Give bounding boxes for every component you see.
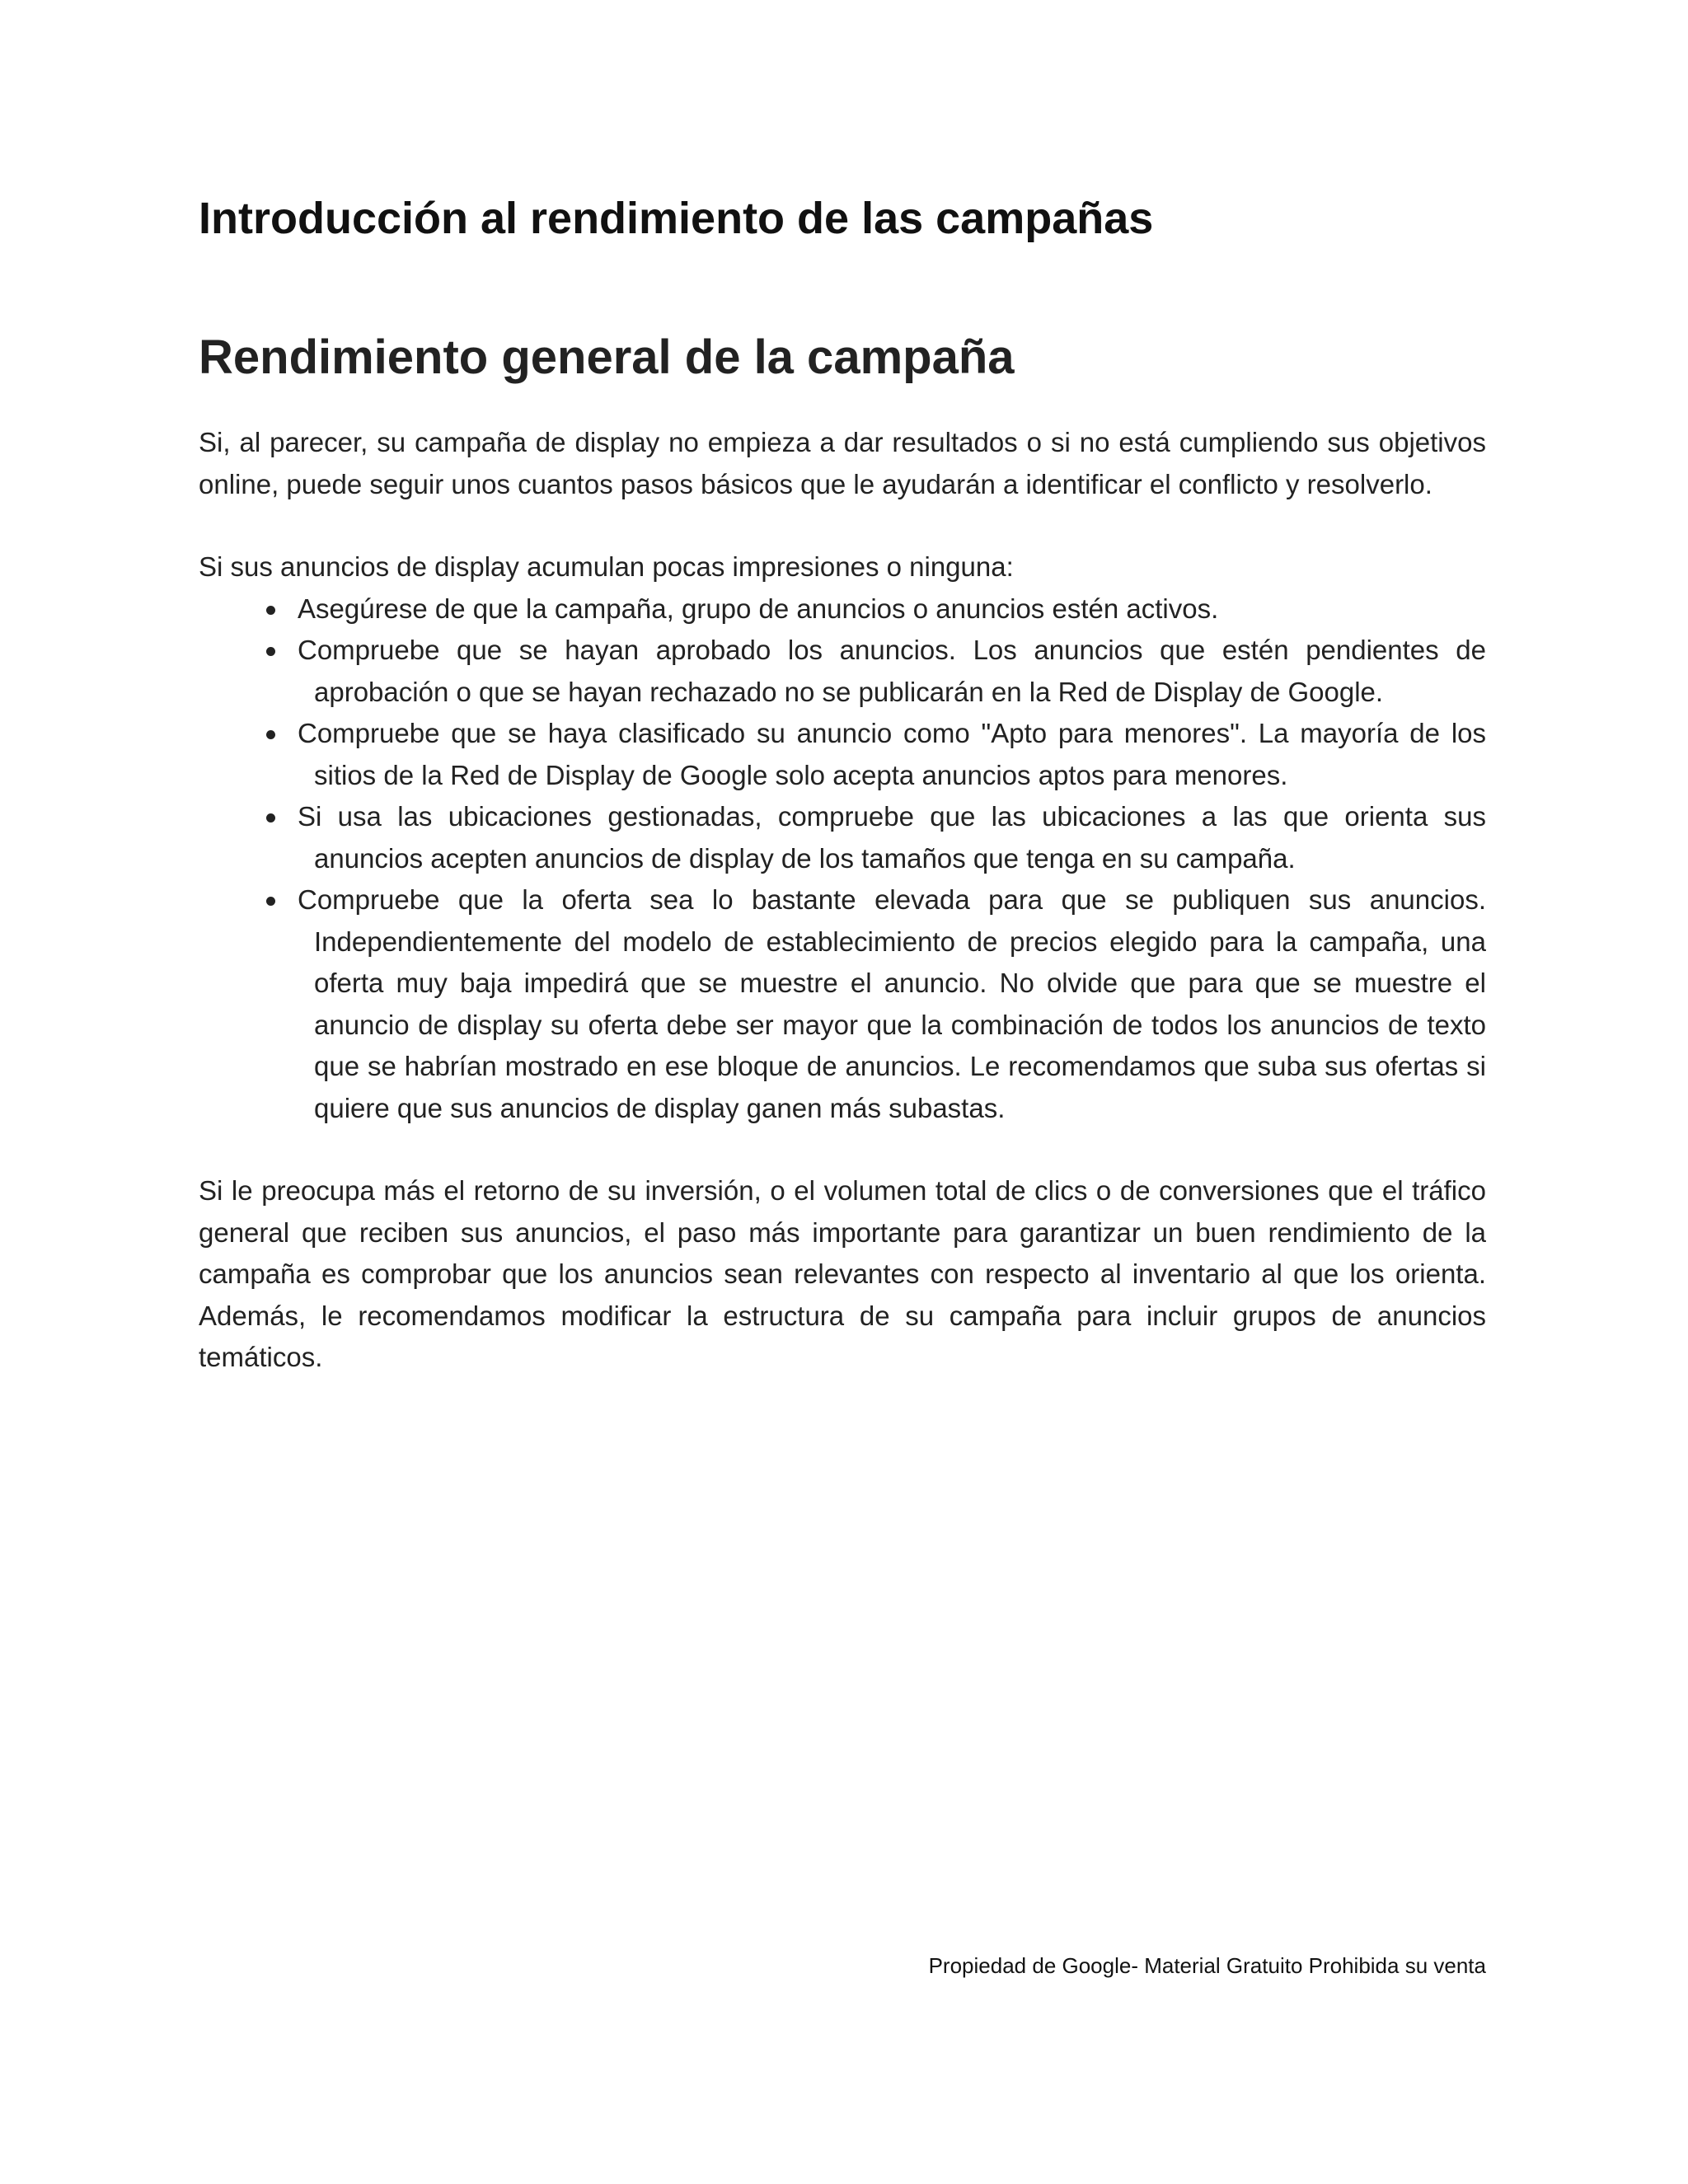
checklist-item [199,630,1486,713]
document-title: Introducción al rendimiento de las campañas [199,194,1154,243]
checklist [199,588,1486,1130]
checklist-item-text: Asegúrese de que la campaña, grupo de anuncios o anuncios estén activos. [298,593,1219,624]
checklist-item [199,713,1486,796]
section-title: Rendimiento general de la campaña [199,330,1015,384]
document-content [199,190,1486,1379]
footer-notice: Propiedad de Google- Material Gratuito Prohibida su venta [928,1953,1486,1978]
checklist-item-text: Compruebe que se haya clasificado su anuncio como "Apto para menores". La mayoría de los sitios de la Red de Display de Google solo acepta anuncios aptos para menores. [298,718,1486,790]
bullet-icon [266,606,275,615]
bullet-icon [266,730,275,739]
checklist-item-text: Compruebe que la oferta sea lo bastante elevada para que se publiquen sus anuncios. Independientemente del modelo de establecimiento de precios elegido para la campaña, una oferta muy baja impedirá que se muestre el anuncio. No olvide que para que se muestre el anuncio de display su oferta debe ser mayor que la combinación de todos los anuncios de texto que se habrían mostrado en ese bloque de anuncios. Le recomendamos que suba sus ofertas si quiere que sus anuncios de display ganen más subastas. [298,884,1486,1123]
bullet-icon [266,897,275,906]
checklist-item [199,796,1486,879]
checklist-item [199,879,1486,1129]
checklist-item-text: Compruebe que se hayan aprobado los anuncios. Los anuncios que estén pendientes de aprobación o que se hayan rechazado no se publicarán en la Red de Display de Google. [298,635,1486,707]
impressions-paragraph: Si sus anuncios de display acumulan pocas impresiones o ninguna: [199,551,1014,582]
intro-paragraph: Si, al parecer, su campaña de display no empieza a dar resultados o si no está cumpliendo sus objetivos online, puede seguir unos cuantos pasos básicos que le ayudarán a identificar el conflicto y resolverlo. [199,427,1486,499]
bullet-icon [266,647,275,656]
checklist-item-text: Si usa las ubicaciones gestionadas, compruebe que las ubicaciones a las que orienta sus anuncios acepten anuncios de display de los tamaños que tenga en su campaña. [298,801,1486,874]
roi-paragraph: Si le preocupa más el retorno de su inversión, o el volumen total de clics o de conversiones que el tráfico general que reciben sus anuncios, el paso más importante para garantizar un buen rendimiento de la campaña es comprobar que los anuncios sean relevantes con respecto al inventario al que los orienta. Además, le recomendamos modificar la estructura de su campaña para incluir grupos de anuncios temáticos. [199,1175,1486,1372]
checklist-item [199,588,1486,630]
bullet-icon [266,813,275,823]
